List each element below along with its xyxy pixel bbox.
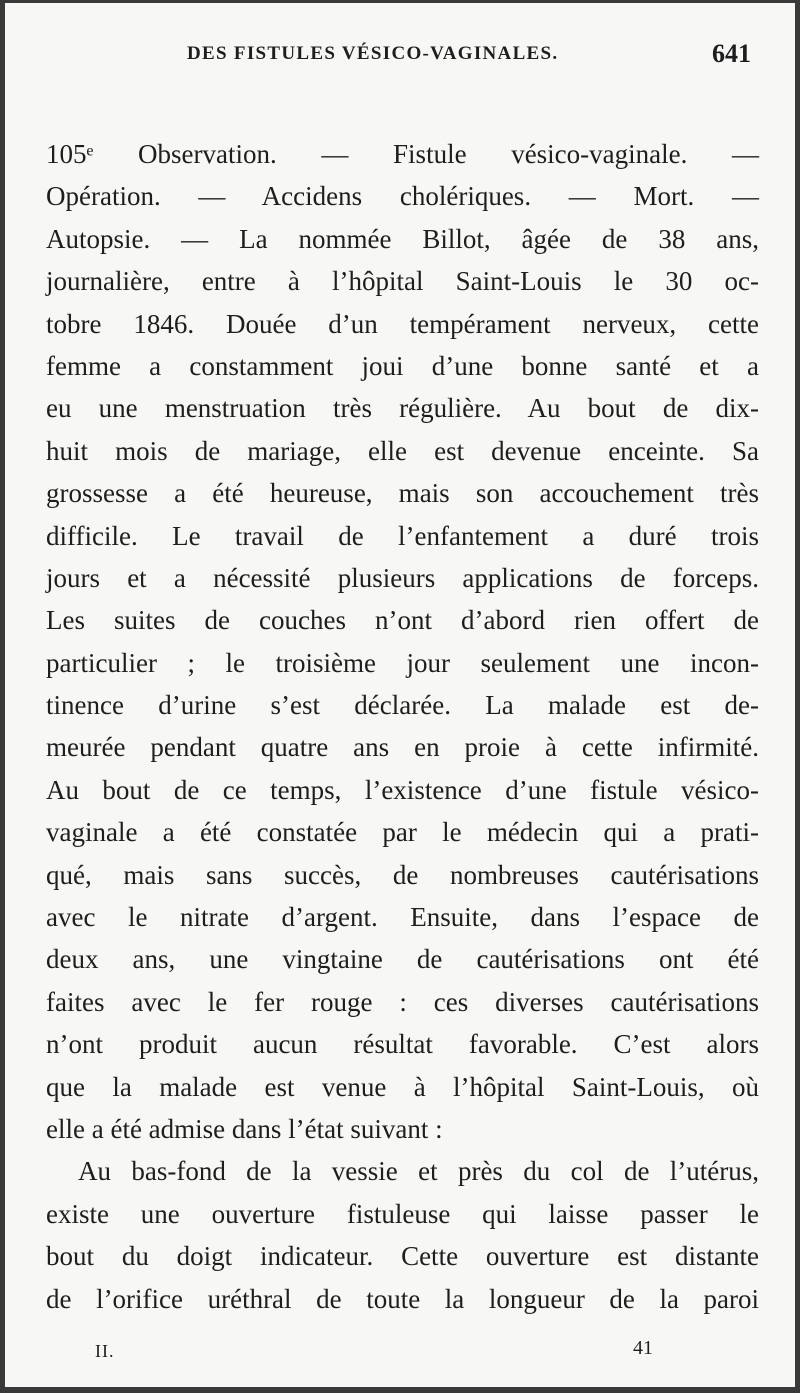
book-page [5,3,795,1387]
text-line: vaginale a été constatée par le médecin qui a prati- [46,817,759,848]
text-line: n’ont produit aucun résultat favorable. C’est alors [46,1029,759,1060]
text-line: existe une ouverture fistuleuse qui laisse passer le [46,1198,759,1229]
text-line: que la malade est venue à l’hôpital Saint-Louis, où [46,1071,759,1102]
text-line: femme a constamment joui d’une bonne santé et a [46,350,759,381]
text-line: journalière, entre à l’hôpital Saint-Louis le 30 oc- [46,266,759,297]
text-line: Les suites de couches n’ont d’abord rien offert de [46,605,759,636]
text-line: eu une menstruation très régulière. Au bout de dix- [46,393,759,424]
page-footer [45,1337,755,1367]
text-line: Opération. — Accidens cholériques. — Mort. — [46,181,759,212]
text-line: 105ᵉ Observation. — Fistule vésico-vaginale. — [46,139,759,169]
page-number: 641 [712,39,751,68]
body-text [46,133,759,1320]
text-line: tinence d’urine s’est déclarée. La malade est de- [46,690,759,721]
signature-mark: II. [95,1341,115,1361]
text-line: jours et a nécessité plusieurs applications de forceps. [46,562,759,593]
running-head [45,39,755,73]
running-title: DES FISTULES VÉSICO-VAGINALES. [187,43,559,64]
text-line: deux ans, une vingtaine de cautérisations ont été [46,944,759,975]
text-line: qué, mais sans succès, de nombreuses cautérisations [46,859,759,890]
text-line: faites avec le fer rouge : ces diverses cautérisations [46,986,759,1017]
text-line: huit mois de mariage, elle est devenue enceinte. Sa [46,435,759,466]
sheet-number: 41 [633,1337,653,1359]
text-line: bout du doigt indicateur. Cette ouverture est distante [46,1241,759,1272]
text-line: Au bout de ce temps, l’existence d’une fistule vésico- [46,774,759,805]
text-line: de l’orifice uréthral de toute la longueur de la paroi [46,1283,759,1314]
text-line: grossesse a été heureuse, mais son accouchement très [46,478,759,509]
text-line: tobre 1846. Douée d’un tempérament nerveux, cette [46,308,759,339]
text-line: particulier ; le troisième jour seulement une incon- [46,647,759,678]
text-line: avec le nitrate d’argent. Ensuite, dans l’espace de [46,902,759,933]
text-line: meurée pendant quatre ans en proie à cette infirmité. [46,732,759,763]
text-line: elle a été admise dans l’état suivant : [46,1113,443,1144]
text-line: Au bas-fond de la vessie et près du col de l’utérus, [78,1156,759,1187]
text-line: difficile. Le travail de l’enfantement a duré trois [46,520,759,551]
text-line: Autopsie. — La nommée Billot, âgée de 38 ans, [46,223,759,254]
